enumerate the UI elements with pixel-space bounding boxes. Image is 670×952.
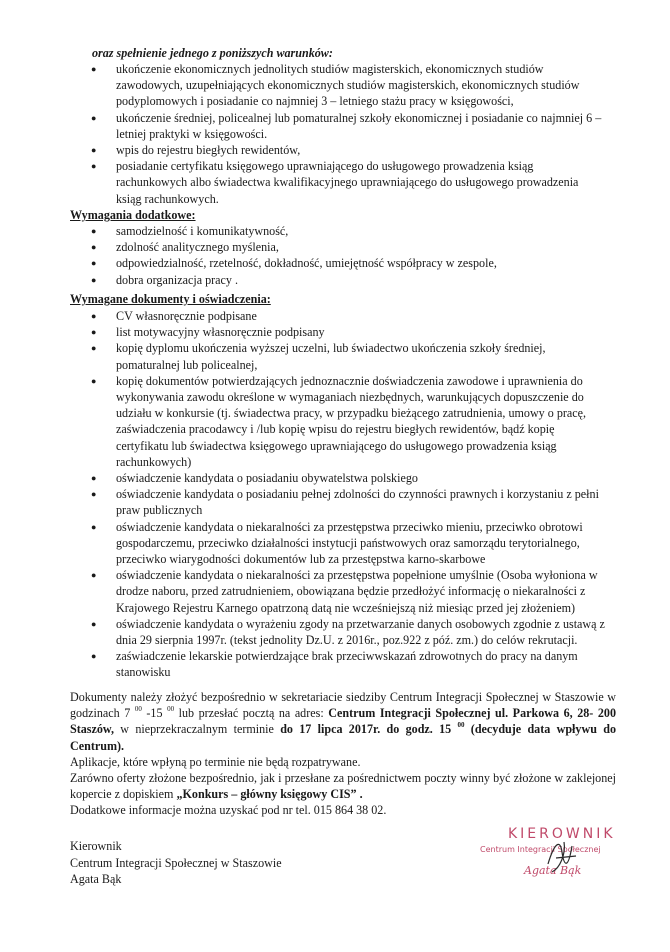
list-item: ● oświadczenie kandydata o posiadaniu pełnej zdolności do czynności prawnych i korzystaniu z pełni praw publicznych [91, 487, 599, 518]
list-item: ● samodzielność i komunikatywność, [91, 224, 289, 238]
bullet-icon: ● [91, 618, 97, 629]
stamp-org: Centrum Integracji Społecznej [480, 845, 601, 854]
bullet-icon: ● [91, 521, 97, 532]
bullet-icon: ● [91, 226, 97, 236]
contact-info: Dodatkowe informacje można uzyskać pod nr tel. 015 864 38 02. [70, 803, 387, 818]
additional-list [0, 223, 606, 288]
list-item: ● oświadczenie kandydata o posiadaniu obywatelstwa polskiego [91, 471, 418, 486]
bullet-icon: ● [91, 274, 97, 285]
bullet-icon: ● [91, 473, 97, 484]
stamp-name: Agata Bąk [524, 864, 582, 877]
signature-name: Agata Bąk [70, 872, 122, 886]
list-item: ● oświadczenie kandydata o niekaralności za przestępstwa przeciwko mieniu, przeciwko obrotowi gospodarczemu, przeciwko działalności instytucji państwowych oraz samorządu terytorialnego, przeciwko wiarygodności dokumentów lub za przestępstwa karno-skarbowe [91, 519, 583, 567]
bullet-icon: ● [91, 327, 97, 338]
bullet-icon: ● [91, 258, 97, 269]
official-stamp [480, 826, 630, 886]
additional-heading: Wymagania dodatkowe: [70, 208, 196, 222]
signature-role: Kierownik [70, 839, 122, 853]
list-item: ● oświadczenie kandydata o wyrażeniu zgody na przetwarzanie danych osobowych zgodnie z ustawą z dnia 29 sierpnia 1997r. (tekst jednolity Dz.U. z 2016r., poz.922 z póź. zm.) do celów rekrutacji. [91, 616, 605, 648]
bullet-icon: ● [91, 343, 97, 354]
submission-info [70, 689, 616, 819]
list-item: ● oświadczenie kandydata o niekaralności za przestępstwa popełnione umyślnie (Osoba wyłoniona w drodze naboru, przed zatrudnieniem, obowiązana będzie przedłożyć informację o niekaralności z Krajowego Rejestru Karnego opatrzoną datą nie wcześniejszą niż miesiąc przed jej złożeniem) [91, 568, 598, 615]
late-applications-note: Aplikacje, które wpłyną po terminie nie będą rozpatrywane. [70, 754, 361, 769]
documents-heading: Wymagane dokumenty i oświadczenia: [70, 292, 271, 306]
bullet-icon: ● [91, 570, 97, 581]
list-item: ● odpowiedzialność, rzetelność, dokładność, umiejętność współpracy w zespole, [91, 256, 497, 271]
bullet-icon: ● [91, 311, 97, 321]
list-item: ● list motywacyjny własnoręcznie podpisany [91, 325, 325, 340]
signature-block [70, 838, 282, 888]
handwritten-signature-icon [542, 834, 582, 876]
bullet-icon: ● [91, 242, 97, 253]
bullet-icon: ● [91, 489, 97, 500]
documents-list [0, 308, 606, 681]
bullet-icon: ● [91, 145, 97, 156]
list-item: ● posiadanie certyfikatu księgowego uprawniającego do usługowego prowadzenia ksiąg rachunkowych albo świadectwa kwalifikacyjnego uprawniającego do usługowego prowadzenia ksiąg rachunkowych. [91, 159, 579, 206]
bullet-icon: ● [91, 112, 97, 123]
submission-paragraph: Dokumenty należy złożyć bezpośrednio w sekretariacie siedziby Centrum Integracji Społecznej w Staszowie w godzinach 7 $^{00}$ -15 $^{00}$ lub przesłać pocztą na adres: Centrum Integracji Społecznej ul. Parkowa 6, 28- 200 Staszów, w nieprzekraczalnym terminie do 17 lipca 2017r. do godz. 15 $^{00}$ (decyduje data wpływu do Centrum). [70, 690, 617, 753]
conditions-list [0, 61, 606, 207]
list-item: ● dobra organizacja pracy . [91, 272, 238, 287]
list-item: ● CV własnoręcznie podpisane [91, 309, 257, 323]
list-item: ● wpis do rejestru biegłych rewidentów, [91, 143, 301, 158]
list-item: ● kopię dyplomu ukończenia wyższej uczelni, lub świadectwo ukończenia szkoły średniej, pomaturalnej lub policealnej, [91, 341, 546, 372]
list-item: ● kopię dokumentów potwierdzających jednoznacznie doświadczenia zawodowe i uprawnienia do wykonywania zawodu określone w wymaganiach niezbędnych, warunkujących dopuszczenie do udziału w konkursie (tj. świadectwa pracy, w przypadku bieżącego zatrudnienia, umowy o pracę, zaświadczenia pracodawcy i /lub kopię wpisu do rejestru biegłych rewidentów, bądź kopię certyfikatu lub świadectwa księgowego uprawniającego do usługowego prowadzenia ksiąg rachunkowych) [91, 373, 587, 469]
bullet-icon: ● [91, 64, 97, 74]
bullet-icon: ● [91, 161, 97, 172]
list-item: ● zdolność analitycznego myślenia, [91, 240, 279, 255]
list-item: ● ukończenie średniej, policealnej lub pomaturalnej szkoły ekonomicznej i posiadanie co najmniej 6 – letniej praktyki w księgowości. [91, 110, 602, 141]
conditions-intro: oraz spełnienie jednego z poniższych warunków: [92, 46, 333, 60]
signature-org: Centrum Integracji Społecznej w Staszowie [70, 855, 282, 870]
stamp-title: KIEROWNIK [508, 826, 616, 842]
list-item: ● ukończenie ekonomicznych jednolitych studiów magisterskich, ekonomicznych studiów zawodowych, uzupełniających ekonomicznych studiów magisterskich, ekonomicznych studiów podyplomowych i posiadanie co najmniej 3 – letniego stażu pracy w księgowości, [91, 62, 580, 109]
bullet-icon: ● [91, 375, 97, 386]
envelope-paragraph: Zarówno oferty złożone bezpośrednio, jak i przesłane za pośrednictwem poczty winny być złożone w zaklejonej kopercie z dopiskiem „Konkurs – główny księgowy CIS” . [70, 771, 616, 802]
bullet-icon: ● [91, 651, 97, 662]
list-item: ● zaświadczenie lekarskie potwierdzające brak przeciwwskazań zdrowotnych do pracy na danym stanowisku [91, 649, 578, 680]
